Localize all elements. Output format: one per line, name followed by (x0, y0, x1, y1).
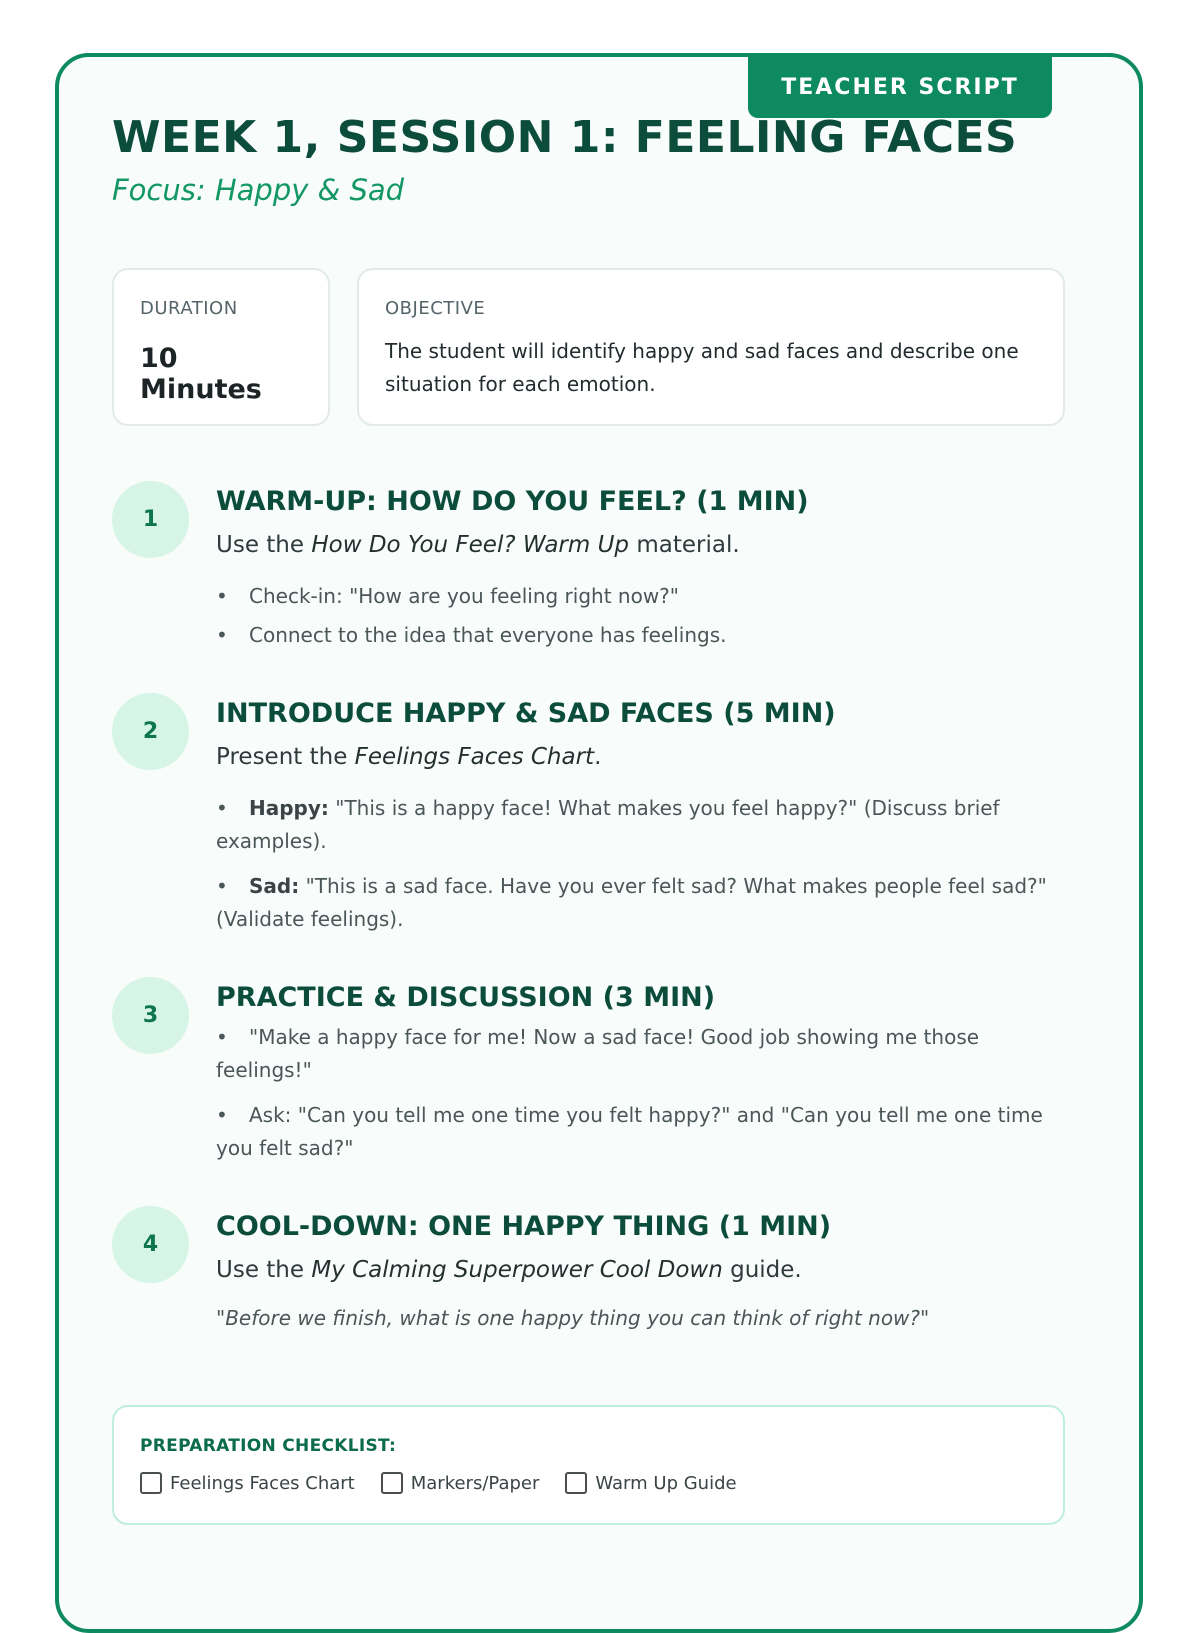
step-1-bullet: • Connect to the idea that everyone has feelings. (216, 619, 1066, 652)
step-1-title: WARM-UP: HOW DO YOU FEEL? (1 MIN) (216, 486, 809, 517)
step-2-description: Present the Feelings Faces Chart. (216, 744, 602, 770)
step-1-number: 1 (112, 481, 189, 558)
bullet-icon: • (216, 1103, 228, 1127)
teacher-script-badge: TEACHER SCRIPT (748, 57, 1052, 118)
step-2-bullet-happy: • Happy: "This is a happy face! What makes you feel happy?" (Discuss brief examples). (216, 792, 1066, 858)
bullet-icon: • (216, 1025, 228, 1049)
duration-label: DURATION (140, 298, 238, 319)
duration-value: 10 Minutes (140, 343, 262, 405)
step-3-number: 3 (112, 977, 189, 1054)
step-4-title: COOL-DOWN: ONE HAPPY THING (1 MIN) (216, 1211, 832, 1242)
checkbox[interactable] (140, 1472, 162, 1494)
checkbox[interactable] (381, 1472, 403, 1494)
objective-text: The student will identify happy and sad faces and describe one situation for each emotion. (385, 339, 1019, 396)
step-3-bullet: • Ask: "Can you tell me one time you felt happy?" and "Can you tell me one time you felt sad?" (216, 1099, 1066, 1165)
checklist-item[interactable]: Markers/Paper (381, 1472, 540, 1494)
step-2-title: INTRODUCE HAPPY & SAD FACES (5 MIN) (216, 698, 836, 729)
step-4-number: 4 (112, 1206, 189, 1283)
objective-label: OBJECTIVE (385, 298, 486, 319)
objective-box (357, 268, 1065, 426)
bullet-icon: • (216, 623, 228, 647)
step-2-number: 2 (112, 693, 189, 770)
bullet-icon: • (216, 584, 228, 608)
step-3-title: PRACTICE & DISCUSSION (3 MIN) (216, 982, 716, 1013)
step-1-description: Use the How Do You Feel? Warm Up material. (216, 532, 740, 558)
step-1-bullet: • Check-in: "How are you feeling right now?" (216, 580, 1066, 613)
step-3-bullet: • "Make a happy face for me! Now a sad face! Good job showing me those feelings!" (216, 1021, 1066, 1087)
duration-box (112, 268, 330, 426)
checklist-item[interactable]: Feelings Faces Chart (140, 1472, 355, 1494)
page-subtitle: Focus: Happy & Sad (112, 173, 405, 207)
step-2-bullet-sad: • Sad: "This is a sad face. Have you ever felt sad? What makes people feel sad?" (Validate feelings). (216, 870, 1066, 936)
checklist-title: PREPARATION CHECKLIST: (140, 1436, 397, 1456)
page-title: WEEK 1, SESSION 1: FEELING FACES (112, 112, 1018, 163)
bullet-icon: • (216, 874, 228, 898)
bullet-icon: • (216, 796, 228, 820)
step-4-description: Use the My Calming Superpower Cool Down guide. (216, 1257, 802, 1283)
preparation-checklist (112, 1405, 1065, 1525)
step-4-quote: "Before we finish, what is one happy thing you can think of right now?" (216, 1306, 930, 1330)
checkbox[interactable] (565, 1472, 587, 1494)
checklist-item[interactable]: Warm Up Guide (565, 1472, 736, 1494)
